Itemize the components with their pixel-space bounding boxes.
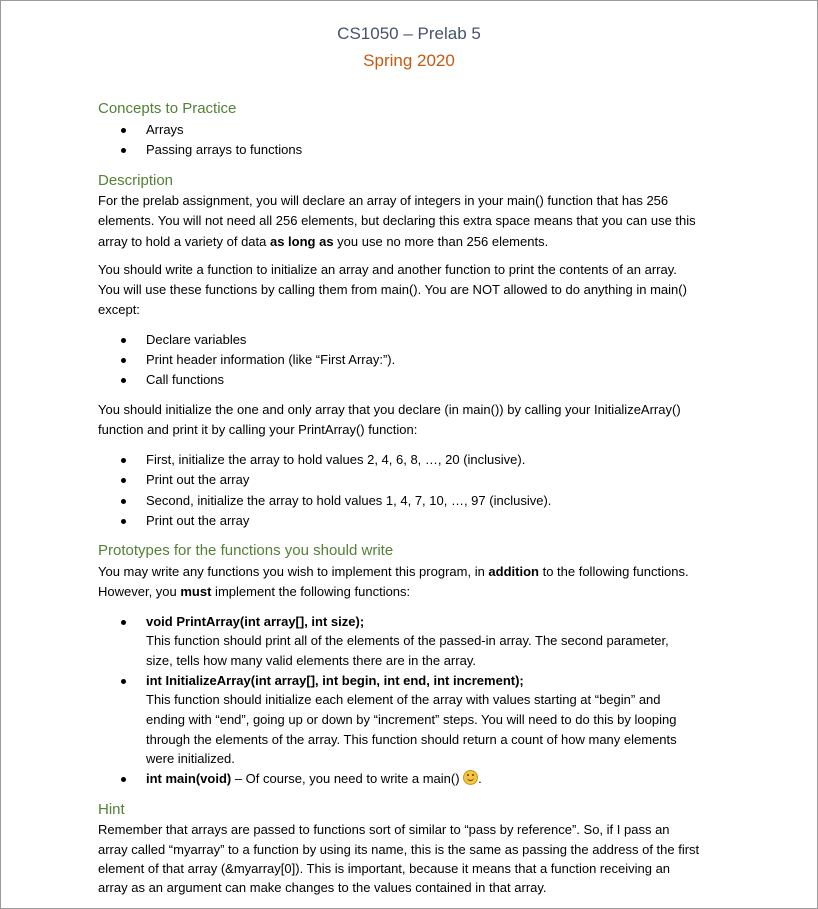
- function-description: size, tells how many valid elements there are in the array.: [146, 653, 476, 668]
- smiley-icon: [463, 770, 478, 785]
- bullet-icon: [121, 148, 126, 153]
- prototypes-heading: Prototypes for the functions you should write: [98, 542, 394, 559]
- list-item: Print header information (like “First Array:”).: [146, 352, 396, 367]
- paragraph-line: For the prelab assignment, you will declare an array of integers in your main() function that has 256: [98, 193, 669, 208]
- paragraph-line: array called “myarray” to a function by using its name, this is the same as passing the address of the first: [98, 842, 700, 857]
- page-title: CS1050 – Prelab 5: [337, 24, 481, 43]
- page-subtitle: Spring 2020: [363, 51, 455, 70]
- paragraph-line: except:: [98, 302, 140, 317]
- function-signature: void PrintArray(int array[], int size);: [146, 614, 365, 629]
- list-item: Call functions: [146, 372, 225, 387]
- list-item: Passing arrays to functions: [146, 142, 303, 157]
- function-description: were initialized.: [146, 751, 235, 766]
- paragraph-line: You should write a function to initialize an array and another function to print the contents of an array.: [98, 262, 677, 277]
- list-item: First, initialize the array to hold values 2, 4, 6, 8, …, 20 (inclusive).: [146, 452, 526, 467]
- bullet-icon: [121, 679, 126, 684]
- bullet-icon: [121, 338, 126, 343]
- paragraph-line: Remember that arrays are passed to functions sort of similar to “pass by reference”. So, if I pass an: [98, 822, 670, 837]
- list-item: Declare variables: [146, 332, 247, 347]
- bullet-icon: [121, 458, 126, 463]
- bullet-icon: [121, 128, 126, 133]
- paragraph-line: You may write any functions you wish to implement this program, in addition to the following functions.: [98, 564, 689, 579]
- bullet-icon: [121, 478, 126, 483]
- description-heading: Description: [98, 172, 174, 189]
- paragraph-line: array as an argument can make changes to the values contained in that array.: [98, 880, 547, 895]
- bullet-icon: [121, 777, 126, 782]
- bullet-icon: [121, 519, 126, 524]
- paragraph-line: function and print it by calling your PrintArray() function:: [98, 422, 418, 437]
- hint-heading: Hint: [98, 801, 125, 818]
- function-signature: int main(void) – Of course, you need to write a main() .: [146, 771, 482, 786]
- list-item: Print out the array: [146, 513, 250, 528]
- bullet-icon: [121, 499, 126, 504]
- list-item: Second, initialize the array to hold values 1, 4, 7, 10, …, 97 (inclusive).: [146, 493, 552, 508]
- function-description: ending with “end”, going up or down by “increment” steps. You will need to do this by looping: [146, 712, 677, 727]
- paragraph-line: However, you must implement the following functions:: [98, 584, 411, 599]
- bullet-icon: [121, 358, 126, 363]
- paragraph-line: element of that array (&myarray[0]). This is important, because it means that a function receiving an: [98, 861, 671, 876]
- concepts-heading: Concepts to Practice: [98, 100, 237, 117]
- function-description: This function should print all of the elements of the passed-in array. The second parameter,: [146, 633, 669, 648]
- paragraph-line: elements. You will not need all 256 elements, but declaring this extra space means that you can use this: [98, 213, 696, 228]
- function-signature: int InitializeArray(int array[], int begin, int end, int increment);: [146, 673, 524, 688]
- list-item: Print out the array: [146, 472, 250, 487]
- function-description: through the elements of the array. This function should return a count of how many elements: [146, 732, 677, 747]
- bullet-icon: [121, 620, 126, 625]
- paragraph-line: You should initialize the one and only array that you declare (in main()) by calling your InitializeArray(): [98, 402, 681, 417]
- paragraph-line: You will use these functions by calling them from main(). You are NOT allowed to do anything in main(): [98, 282, 687, 297]
- list-item: Arrays: [146, 122, 184, 137]
- bullet-icon: [121, 378, 126, 383]
- paragraph-line: array to hold a variety of data as long as you use no more than 256 elements.: [98, 234, 549, 249]
- function-description: This function should initialize each element of the array with values starting at “begin” and: [146, 692, 661, 707]
